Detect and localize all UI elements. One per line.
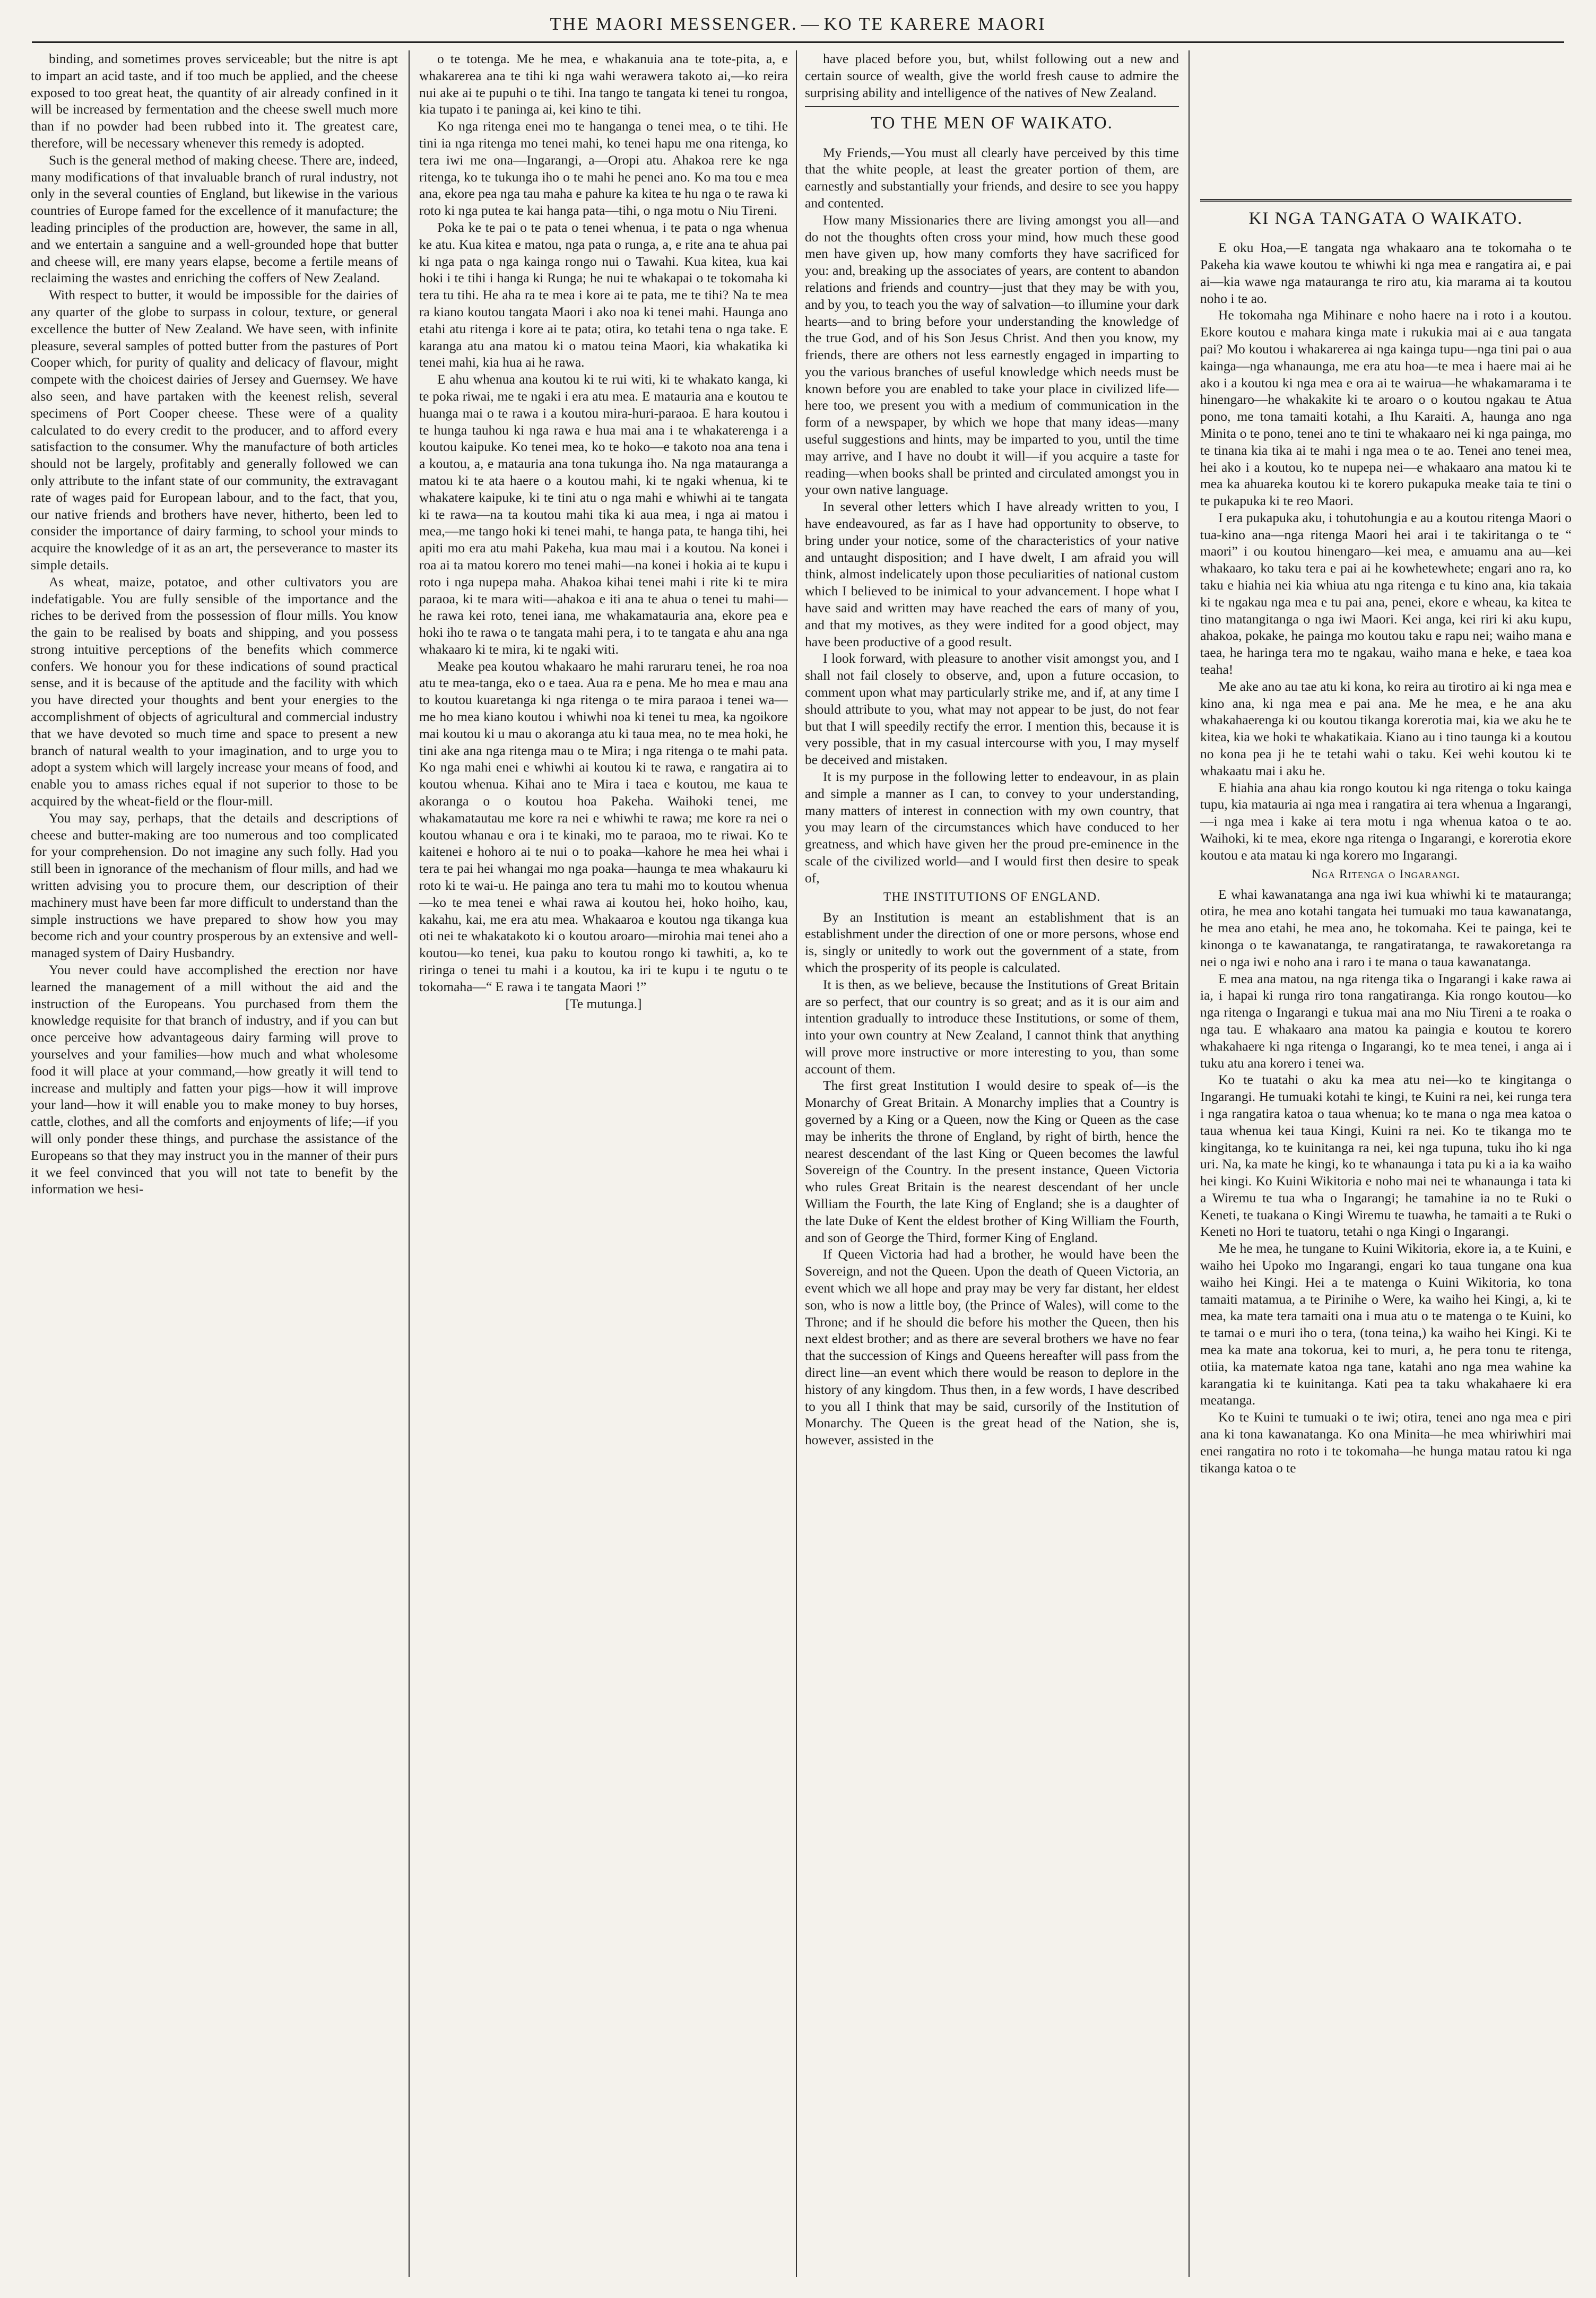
paragraph: Ko te Kuini te tumuaki o te iwi; otira, tenei ano nga mea e piri ana ki tona kawanatanga. Ko ona Minita—he mea whiriwhiri mai enei rangatira no roto i te tokomaha—he hunga matau ratou ki nga tikanga katoa o te xyxy=(1200,1409,1572,1476)
paragraph: Meake pea koutou whakaaro he mahi raruraru tenei, he roa noa atu te mea-tanga, eko o e taea. Aua ra e pena. Me ho mea e mau ana to koutou kuaretanga ki nga ritenga o te mira paraoa i tenei wa—me ho mea kiano koutou i whiwhi noa ki tenei tu mea, ka ngoikore mai koutou ki u mau o akoranga atu ki taua mea, no te mea hoki, he tini ake ana nga ritenga mau o te Mira; i nga ritenga o te mahi pata. Ko nga mahi enei e whiwhi ai koutou ki te rawa, e rangatira ai to koutou whenua. Kihai ano te Mira i taea e koutou, me kaua te akoranga o o koutou hoa Pakeha. Waihoki tenei, me whakamatautau me kore ra nei e whiwhi te rawa; me kore ra nei o koutou whanau e ora i te kinaki, mo te paraoa, mo te riwai. Ko te kaitenei e hohoro ai te nui o to poaka—kahore he mea hei whai i tera te pai hei whangai mo nga poaka—haunga te mea whakauru ki roto ki te wai-u. He painga ano tera tu mahi mo to koutou whenua—ko te mea tenei e whai rawa ai koutou hei, hoko hoiho, kau, kakahu, kai, me era atu mea. Whakaaroa e koutou nga tikanga kua oti nei te whakatakoto ki o koutou aroaro—mirohia mai tenei aho a koutou—ko tenei, kua paku to koutou rongo ki tawhiti, a, ko te riringa o tenei tu mahi i a koutou, ka iri te kupu i te ngutu o te tokomaha—“ E rawa i te tangata Maori !” xyxy=(419,658,788,994)
paragraph: Me ake ano au tae atu ki kona, ko reira au tirotiro ai ki nga mea e kino ana, ki nga mea e pai ana. Me he mea, e he ana aku whakahaerenga ki ou koutou tikanga korerotia mai, kia we aku he te kitea, kia we hoki te whakatikaia. Kiano au i tino taunga ki a koutou no kona pea ji he te tetahi wahi o taku. Kei wehi koutou ki te whakaatu mai i aku he. xyxy=(1200,678,1572,778)
column-rule xyxy=(409,50,410,2277)
paragraph: Ko nga ritenga enei mo te hanganga o tenei mea, o te tihi. He tini ia nga ritenga mo tenei mahi, ko tenei hapu me ona ritenga, ko tera iwi me ona—Ingarangi, a—Oropi atu. Ahakoa rere ke nga ritenga, ko te tukunga iho o te mahi he penei ano. Ko ma tou e mea ana, ekore pea nga tau maha e pahure ka kitea te hu nga o te rawa ki roto ki nga putea te kai hanga pata—tihi, o nga motu o Niu Tireni. xyxy=(419,118,788,219)
paragraph: You never could have accomplished the erection nor have learned the management of a mill without the aid and the instruction of the Europeans. You purchased from them the knowledge requisite for that branch of industry, and if you can but once perceive how advantageous dairy farming will prove to yourselves and your families—how much and what wholesome food it will place at your command,—how greatly it will tend to increase and multiply and fatten your pigs—how it will improve your land—how it will enable you to make money to buy horses, cattle, clothes, and all the comforts and enjoyments of life;—if you will only ponder these things, and purchase the assistance of the Europeans so that they may instruct you in the manner of their purs it we feel convinced that you will not tate to benefit by the information we hesi- xyxy=(31,962,398,1197)
column-rule xyxy=(796,50,797,2277)
paragraph: The first great Institution I would desire to speak of—is the Monarchy of Great Britain. A Monarchy implies that a Country is governed by a King or a Queen, now the King or Queen as the case may be inherits the throne of England, by right of birth, hence the nearest descendant of the last King or Queen becomes the lawful Sovereign of the Country. In the present instance, Queen Victoria who rules Great Britain is the nearest descendant of her uncle William the Fourth, the late King of England; she is a daughter of the late Duke of Kent the eldest brother of King William the Fourth, and son of George the Third, former King of England. xyxy=(805,1078,1179,1245)
column-1-english-dairy-article xyxy=(31,50,398,2277)
masthead-english-title: THE MAORI MESSENGER. xyxy=(550,14,798,34)
paragraph: o te totenga. Me he mea, e whakanuia ana te tote-pita, a, e whakarerea ana te tihi ki nga wahi werawera takoto ai,—ko reira nui ake ai te pupuhi o te tihi. Ina tango te tangata ki tenei tu rongoa, kia tupato i te paninga ai, kei kino te tihi. xyxy=(419,51,788,117)
paragraph: E ahu whenua ana koutou ki te rui witi, ki te whakato kanga, ki te poka riwai, me te ngaki i era atu mea. E matauria ana e koutou te huanga mai o te rawa i a koutou mira-huri-paraoa. E hara koutou i te hunga tauhou ki nga rawa e hua mai ana i te whakaterenga i a koutou kaipuke. Ko tenei mea, ko te hoko—e takoto noa ana tena i a koutou, a, e matauria ana tona tukunga iho. Na nga matauranga a matou ki te ata haere o a koutou mahi, ki te ngaki whenua, ki te whakatere kaipuke, ki te tini atu o nga mahi e whiwhi ai te tangata ki te rawa—na ta koutou mahi tika ki aua mea, i nga ai matou i mea,—me tango hoki ki tenei mahi, te hanga pata, te hanga tihi, hei apiti mo era atu mahi Pakeha, kua mau mai i a koutou. Na konei i roa ai ta matou korero mo tenei mahi—na konei i hokia ai te kupu i roto i nga nupepa maha. Ahakoa kihai tenei mahi i rite ki te mira paraoa, ki te mara witi—ahakoa e iti ana te ahua o tenei tu mahi—he rawa kei roto, tenei iana, me whakamatauria ana, ekore pea e hoki iho te rawa o te tangata mahi pera, i to te tangata e ahu ana nga whakaaro ki te mira, ki te ngaki witi. xyxy=(419,371,788,657)
paragraph: He tokomaha nga Mihinare e noho haere na i roto i a koutou. Ekore koutou e mahara kinga mate i rukukia mai ai e aua tangata pai? Mo koutou i whakarerea ai nga kainga tupu—nga tini pai o aua kainga—nga whanaunga, me era atu hoa—te mea i haere mai ai he ako i a koutou ki nga mea e ora ai te wairua—he whakamarama i te hinengaro—he whakakite ki te aroaro o o koutou ngakau te Atua pono, me tona tamaiti kotahi, a Ihu Karaiti. A, haunga ano nga Minita o te pono, tenei ano te tini te whakaaro nei ki nga painga, mo te tinana kia tika ai te mahi i nga mea o te ao. Tenei ano tenei mea, hei ako i a koutou, ko te nupepa nei—e whakaaro ana matou ki te mea ka ahuareka koutou ki te korero pukapuka meake taia te tini o te pukapuka ki te reo Maori. xyxy=(1200,307,1572,509)
paragraph: How many Missionaries there are living amongst you all—and do not the thoughts often cross your mind, how much these good men have given up, how many comforts they have sacrificed for you: and, breaking up the associates of years, are content to abandon relations and friends and country—just that they may be with you, and by you, to teach you the way of salvation—to illumine your dark hearts—and to bring before your understanding the knowledge of the true God, and of his Son Jesus Christ. And then you know, my friends, there are others not less earnestly engaged in imparting to you the various branches of useful knowledge which needs must be known before you are enabled to take your place in civilized life—here too, we present you with a medium of communication in the form of a newspaper, by which we hope that many ideas—many useful suggestions and hints, may be imparted to you, until the time may arrive, and I have no doubt it will—if you acquire a taste for reading—when books shall be printed and circulated amongst you in your own native language. xyxy=(805,212,1179,498)
paragraph: E whai kawanatanga ana nga iwi kua whiwhi ki te matauranga; otira, he mea ano kotahi tangata hei tumuaki mo taua kawanatanga, he mea ano etahi, he mea ano, he tokomaha. Kei te painga, kei te kinonga o te kawanatanga, te rangatiratanga, te rawakoretanga ra nei o nga iwi e noho ana i raro i te mana o taua kawanatanga. xyxy=(1200,886,1572,969)
paragraph: My Friends,—You must all clearly have perceived by this time that the white people, at least the greater portion of them, are earnestly and substantially your friends, and desire to see you happy and contented. xyxy=(805,144,1179,211)
paragraph: I look forward, with pleasure to another visit amongst you, and I shall not fail closely to observe, and, upon a future occasion, to comment upon what may particularly strike me, and if, at any time I should attribute to you, what may not appear to be just, do not fear but that I will speedily rectify the error. I mention this, because it is very possible, that in my casual intercourse with you, I may myself be deceived and mistaken. xyxy=(805,651,1179,768)
masthead-maori-title: KO TE KARERE MAORI xyxy=(823,14,1046,34)
section-divider xyxy=(1200,199,1572,203)
paragraph: E hiahia ana ahau kia rongo koutou ki nga ritenga o toku kainga tupu, kia matauria ai nga mea i rangatira ai tera whenua a Ingarangi,—i nga mea i kake ai tera motu i nga whenua katoa o te ao. Waihoki, ki te mea, ekore nga ritenga o Ingarangi, e korerotia ekore koutou e ata matau ki nga korero mo Ingarangi. xyxy=(1200,779,1572,863)
paragraph: E mea ana matou, na nga ritenga tika o Ingarangi i kake rawa ai ia, i hapai ki runga riro tona rangatiranga. Kia rongo koutou—ko nga ritenga o Ingarangi e tukua mai ana mo Niu Tireni a te roaka o nga tau. E whakaaro ana matou ka paingia e koutou te korero whakahaere ki nga ritenga o Ingarangi, ko te mea tenei, i anga ai i tuku atu ana korero i tenei wa. xyxy=(1200,970,1572,1071)
masthead-separator: — xyxy=(801,14,821,34)
paragraph: I era pukapuka aku, i tohutohungia e au a koutou ritenga Maori o tua-kino ana—nga ritenga Maori hei arai i te takiritanga o te “ maori” i ou koutou hinengaro—kei mea, e amuamu ana au—kei whakaaro, ko taku tera e pai ai he kowhetewhete; engari ano ra, ko taku e hiahia nei kia whiua atu nga ritenga e tu kino ana, kia takaia ki te ngakau nga mea e tu pai ana, penei, ekore e wheau, ka kitea te tino matangitanga o nga iwi Maori. Kei anga, kei riri ki aku kupu, ahakoa, pokake, he painga mo koutou taku e rapu nei; waiho mana e taea, he haringa tera mo te ngakau, waiho mana e heke, e taea koa teaha! xyxy=(1200,509,1572,678)
paragraph: With respect to butter, it would be impossible for the dairies of any quarter of the globe to surpass in colour, texture, or general excellence the butter of New Zealand. We have seen, with infinite pleasure, several samples of potted butter from the pastures of Port Cooper which, for purity of quality and delicacy of flavour, might compete with the choicest dairies of Jersey and Guernsey. We have also seen, and have partaken with the keenest relish, several specimens of Port Cooper cheese. These were of a quality calculated to do every credit to the producer, and to afford every satisfaction to the consumer. Why the manufacture of both articles should not be largely, profitably and generally followed we can only attribute to the infant state of our community, the extravagant rate of wages paid for European labour, and to the fact, that you, our native friends and brothers have never, hitherto, been led to consider the importance of dairy farming, to school your minds to acquire the knowledge of it as an art, the perseverance to master its simple details. xyxy=(31,287,398,573)
column-2-maori-dairy-article xyxy=(419,50,788,2277)
column-4-maori-waikato-letter xyxy=(1200,50,1572,2277)
paragraph: It is my purpose in the following letter to endeavour, in as plain and simple a manner as I can, to convey to your understanding, many matters of interest in connection with my own country, that you may learn of the circumstances which have conduced to her greatness, and which have given her the proud pre-eminence in the scale of the civilized world—and I would first then desire to speak of, xyxy=(805,769,1179,886)
paragraph: If Queen Victoria had had a brother, he would have been the Sovereign, and not the Queen. Upon the death of Queen Victoria, an event which we all hope and pray may be very far distant, her eldest son, who is now a little boy, (the Prince of Wales), will come to the Throne; and if he should die before his mother the Queen, then his next eldest brother; and as there are several brothers we have no fear that the succession of Kings and Queens hereafter will pass from the direct line—an event which there would be reason to deplore in the history of any kingdom. Thus then, in a few words, I have described to you all I think that may be said, cursorily of the Institution of Monarchy. The Queen is the great head of the Nation, she is, however, assisted in the xyxy=(805,1246,1179,1448)
section-subheading: THE INSTITUTIONS OF ENGLAND. xyxy=(883,890,1101,904)
paragraph: Such is the general method of making cheese. There are, indeed, many modifications of that invaluable branch of rural industry, not only in the several counties of England, but likewise in the various countries of Europe famed for the excellence of it manufacture; the leading principles of the production are, however, the same in all, and we entertain a sanguine and a well-grounded hope that butter and cheese will, ere many years elapse, become a fertile means of reclaiming the wastes and enriching the coffers of New Zealand. xyxy=(31,152,398,286)
masthead xyxy=(32,7,1564,43)
column-3-english-waikato-letter xyxy=(805,50,1179,2277)
article-heading: TO THE MEN OF WAIKATO. xyxy=(871,114,1113,133)
section-divider xyxy=(805,106,1179,107)
paragraph: have placed before you, but, whilst following out a new and certain source of wealth, give the world fresh cause to admire the surprising ability and intelligence of the natives of New Zealand. xyxy=(805,51,1179,100)
paragraph: As wheat, maize, potatoe, and other cultivators you are indefatigable. You are fully sensible of the importance and the riches to be derived from the possession of flour mills. You know the gain to be realised by boats and shipping, and you possess strong intuitive perceptions of the benefits which commerce confers. We honour you for these indications of sound practical sense, and it is because of the aptitude and the facility with which you have directed your thoughts and bent your energies to the accomplishment of objects of agricultural and commercial industry that we have devoted so much time and space to present a new branch of natural wealth to your imagination, and to urge you to adopt a system which will largely increase your means of food, and enable you to amass riches equal if not superior to those to be acquired by the wheat-field or the flour-mill. xyxy=(31,574,398,809)
paragraph: You may say, perhaps, that the details and descriptions of cheese and butter-making are too numerous and too complicated for your comprehension. Do not imagine any such folly. Had you still been in ignorance of the mechanism of flour mills, and had we written advising you to procure them, our description of their machinery must have been far more difficult to understand than the simple instructions we have prepared to show how you may become rich and your country prosperous by an extensive and well-managed system of Dairy Husbandry. xyxy=(31,810,398,961)
paragraph: E oku Hoa,—E tangata nga whakaaro ana te tokomaha o te Pakeha kia wawe koutou te whiwhi ki nga mea e rangatira ai, e pai ai—kia wawe nga matauranga te riro atu, kia marama ai ta koutou noho i te ao. xyxy=(1200,240,1572,306)
paragraph: binding, and sometimes proves serviceable; but the nitre is apt to impart an acid taste, and if too much be applied, and the cheese exposed to too great heat, the quantity of air already confined in it will be increased by fermentation and the cheese swell much more than if no powder had been rubbed into it. The greatest care, therefore, will be necessary whenever this remedy is adopted. xyxy=(31,51,398,151)
article-end-mark: [Te mutunga.] xyxy=(565,995,642,1011)
paragraph: It is then, as we believe, because the Institutions of Great Britain are so perfect, that our country is so great; and as it is our aim and intention gradually to introduce these Institutions, or some of them, into your own country at New Zealand, I cannot think that anything will prove more instructive or more interesting to you, than some account of them. xyxy=(805,976,1179,1077)
section-subheading: Nga Ritenga o Ingarangi. xyxy=(1311,867,1461,881)
article-heading: KI NGA TANGATA O WAIKATO. xyxy=(1248,209,1523,228)
paragraph: Ko te tuatahi o aku ka mea atu nei—ko te kingitanga o Ingarangi. He tumuaki kotahi te kingi, te Kuini ra nei, kei runga tera i nga rangatira katoa o taua whenua; ko te mana o nga mea katoa o taua whenua kei taua Kingi, Kuini ra nei. Ko te tikanga mo te kingitanga, ko te kuinitanga ra nei, kei nga tupuna, tuku iho ki nga uri. Na, ka mate he kingi, ko te whanaunga i tata pu ki a ia ka waiho hei kingi. Ko Kuini Wikitoria e noho mai nei te whanaunga i tata ki a Wiremu te tua wha o Ingarangi; he tamahine ia no te Ruki o Keneti, te tuakana o Kingi Wiremu te tuawha, he tamaiti a te Ruki o Keneti no Hori te tuatoru, tetahi o nga Kingi o Ingarangi. xyxy=(1200,1072,1572,1239)
paragraph: By an Institution is meant an establishment that is an establishment under the direction of one or more persons, whose end is, singly or unitedly to work out the government of a state, from which the prosperity of its people is calculated. xyxy=(805,909,1179,975)
column-rule xyxy=(1189,50,1190,2277)
paragraph: Poka ke te pai o te pata o tenei whenua, i te pata o nga whenua ke atu. Kua kitea e matou, nga pata o runga, a, e rite ana te ahua pai ki nga pata o nga kainga rongo nui o Tawahi. Kua kitea, kua kai hoki i te tihi i hanga ki Runga; he nui te whakapai o te tokomaha ki tera tu tihi. He aha ra te mea i kore ai te pata, me te tihi? Na te mea ra kiano koutou tangata Maori i ako noa ki tenei mahi. Haunga ano etahi atu ritenga i kore ai te pata; otira, ko tetahi tena o nga take. E karanga atu ana matou ki o matou teina Maori, kia whakatika ki tenei mahi, kia hua ai he rawa. xyxy=(419,219,788,370)
paragraph: In several other letters which I have already written to you, I have endeavoured, as far as I have had opportunity to observe, to bring under your notice, some of the characteristics of your native and untaught disposition; and I have dwelt, I am afraid you will think, almost indelicately upon those peculiarities of national custom which I believed to be inimical to your advancement. I hope what I have said and written may have reached the ears of many of you, and that my motives, as they were indited for a good object, may have been productive of a good result. xyxy=(805,499,1179,649)
blank-space xyxy=(1200,50,1572,194)
paragraph: Me he mea, he tungane to Kuini Wikitoria, ekore ia, a te Kuini, e waiho hei Upoko mo Ingarangi, engari ko taua tungane ona kua waiho hei Kingi. Hei a te matenga o Kuini Wikitoria, ko tona tamaiti matamua, a te Pirinihe o Were, ka waiho hei Kingi, a, ki te mea, ka mate tera tamaiti ona i mua atu o te matenga o te Kuini, ko te tamai o e muri iho o tera, (tona teina,) ka waiho hei Kingi. Ki te mea ka mate ana tokorua, kei to muri, a, he pera tonu te ritenga, otiia, ka matemate katoa nga tane, katahi ano nga mea wahine ka karangatia ki te kuinitanga. Kati pea ta taku whakahaere ki era meatanga. xyxy=(1200,1241,1572,1408)
